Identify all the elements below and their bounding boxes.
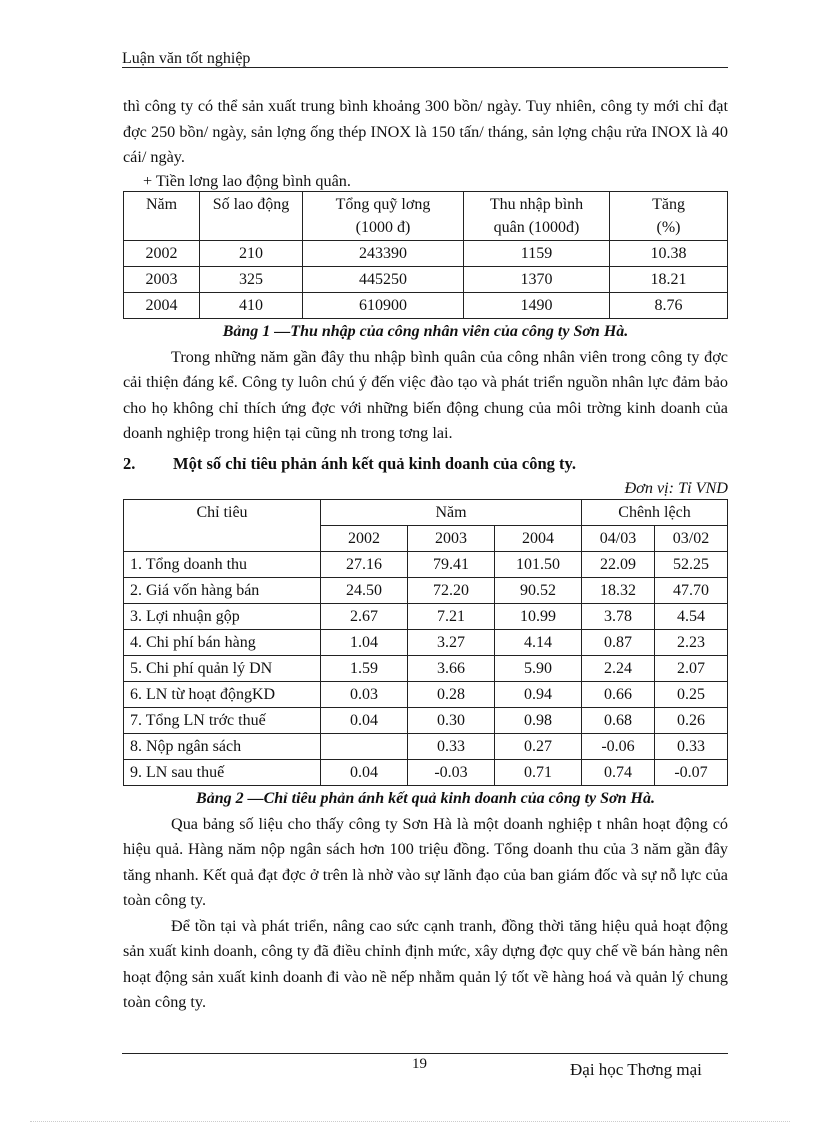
table-cell: 325 [200, 266, 303, 292]
header-cell: Chênh lệch [582, 499, 728, 525]
table-cell: 210 [200, 240, 303, 266]
page-number: 19 [412, 1056, 427, 1072]
table2-caption: Bảng 2 —Chỉ tiêu phản ánh kết quả kinh doanh của công ty Sơn Hà. [196, 789, 655, 807]
table-cell: -0.06 [582, 733, 655, 759]
table-cell: 410 [200, 292, 303, 318]
table-cell: 0.94 [495, 681, 582, 707]
footer-rule [122, 1053, 728, 1054]
table-cell: 4.14 [495, 629, 582, 655]
table-row [124, 681, 728, 707]
table-cell: 0.66 [582, 681, 655, 707]
table-cell: 1490 [464, 292, 610, 318]
table-cell: 2003 [124, 266, 200, 292]
table-cell: 4. Chi phí bán hàng [124, 629, 321, 655]
table-cell: 8.76 [610, 292, 728, 318]
header-cell: 2004 [495, 525, 582, 551]
page-content [123, 94, 728, 1016]
table-cell: 7.21 [408, 603, 495, 629]
income-table [123, 191, 728, 319]
table-cell: 243390 [303, 240, 464, 266]
table-row [124, 707, 728, 733]
table-cell: 22.09 [582, 551, 655, 577]
table-cell: 2. Giá vốn hàng bán [124, 577, 321, 603]
section-heading [123, 451, 728, 477]
table-cell: 1159 [464, 240, 610, 266]
table-cell: 47.70 [655, 577, 728, 603]
table-row [124, 629, 728, 655]
table-cell: 2.23 [655, 629, 728, 655]
table-cell: 79.41 [408, 551, 495, 577]
table-cell: 2002 [124, 240, 200, 266]
table-cell: 2.67 [321, 603, 408, 629]
table-row [124, 292, 728, 318]
table-cell: 0.27 [495, 733, 582, 759]
table-cell: 0.03 [321, 681, 408, 707]
table-row [124, 759, 728, 785]
table-cell: 1370 [464, 266, 610, 292]
table-cell: 2004 [124, 292, 200, 318]
table-cell: 3.78 [582, 603, 655, 629]
table-cell: -0.03 [408, 759, 495, 785]
paragraph-conclusion: Để tồn tại và phát triển, nâng cao sức cạnh tranh, đồng thời tăng hiệu quả hoạt động sản xuất kinh doanh, công ty đã điều chỉnh định mức, xây dựng đợc quy chế về bán hàng nên hoạt động sản xuất kinh doanh đi vào nề nếp nhằm quản lý tốt về hàng hoá và quản lý chung toàn công ty. [123, 916, 728, 1011]
table-cell: 3. Lợi nhuận gộp [124, 603, 321, 629]
subheading-wage: + Tiền lơng lao động bình quân. [143, 171, 351, 190]
table-cell: 6. LN từ hoạt độngKD [124, 681, 321, 707]
table-cell: 0.98 [495, 707, 582, 733]
table-row [124, 266, 728, 292]
header-rule [122, 67, 728, 68]
table-row [124, 603, 728, 629]
table-cell: 3.27 [408, 629, 495, 655]
table-cell: 0.28 [408, 681, 495, 707]
section-number: 2. [123, 453, 136, 473]
business-results-table [123, 499, 728, 786]
table-cell: 1.04 [321, 629, 408, 655]
section-title: Một số chỉ tiêu phản ánh kết quả kinh doanh của công ty. [173, 453, 576, 473]
table-cell: 18.32 [582, 577, 655, 603]
table-cell: 90.52 [495, 577, 582, 603]
table-cell: 0.87 [582, 629, 655, 655]
table-cell: 445250 [303, 266, 464, 292]
table-cell: 4.54 [655, 603, 728, 629]
table-cell: 1.59 [321, 655, 408, 681]
table-header-row [124, 191, 728, 240]
table-cell: 5. Chi phí quản lý DN [124, 655, 321, 681]
header-cell: 2002 [321, 525, 408, 551]
header-cell: 2003 [408, 525, 495, 551]
table-cell: -0.07 [655, 759, 728, 785]
header-cell: Năm [124, 191, 200, 240]
table-cell: 10.99 [495, 603, 582, 629]
page-edge-divider [30, 1121, 790, 1122]
table-cell: 27.16 [321, 551, 408, 577]
table-cell: 0.68 [582, 707, 655, 733]
table-cell: 0.33 [408, 733, 495, 759]
header-cell: Tăng (%) [610, 191, 728, 240]
table-cell: 0.71 [495, 759, 582, 785]
header-cell: Chỉ tiêu [124, 499, 321, 551]
table-cell: 0.04 [321, 759, 408, 785]
header-cell: Thu nhập bình quân (1000đ) [464, 191, 610, 240]
table-cell: 9. LN sau thuế [124, 759, 321, 785]
header-cell: Tổng quỹ lơng (1000 đ) [303, 191, 464, 240]
footer-text: Đại học Thơng mại [570, 1060, 702, 1079]
header-cell: Năm [321, 499, 582, 525]
paragraph-analysis: Qua bảng số liệu cho thấy công ty Sơn Hà là một doanh nghiệp t nhân hoạt động có hiệu quả. Hàng năm nộp ngân sách hơn 100 triệu đồng. Tổng doanh thu của 3 năm gần đây tăng nhanh. Kết quả đạt đợc ở trên là nhờ vào sự lãnh đạo của ban giám đốc và sự nỗ lực của toàn công ty. [123, 814, 728, 909]
header-cell: 04/03 [582, 525, 655, 551]
paragraph-income: Trong những năm gần đây thu nhập bình quân của công nhân viên trong công ty đợc cải thiện đáng kể. Công ty luôn chú ý đến việc đào tạo và phát triển nguồn nhân lực đảm bảo cho họ không chỉ thích ứng đợc với những biến động chung của môi trờng kinh doanh của doanh nghiệp trong hiện tại cũng nh trong tơng lai. [123, 347, 728, 442]
table-row [124, 240, 728, 266]
table-cell: 5.90 [495, 655, 582, 681]
table-row [124, 733, 728, 759]
table-cell: 0.25 [655, 681, 728, 707]
table-cell: 610900 [303, 292, 464, 318]
unit-label: Đơn vị: Tỉ VND [624, 478, 728, 497]
table-cell: 0.74 [582, 759, 655, 785]
table-cell: 52.25 [655, 551, 728, 577]
table-cell: 7. Tổng LN trớc thuế [124, 707, 321, 733]
table-cell: 8. Nộp ngân sách [124, 733, 321, 759]
table-cell: 0.30 [408, 707, 495, 733]
paragraph-intro: thì công ty có thể sản xuất trung bình khoảng 300 bồn/ ngày. Tuy nhiên, công ty mới chỉ đạt đợc 250 bồn/ ngày, sản lợng ống thép INOX là 150 tấn/ tháng, sản lợng chậu rửa INOX là 40 cái/ ngày. [123, 97, 728, 166]
running-header: Luận văn tốt nghiệp [122, 50, 251, 67]
table-row [124, 655, 728, 681]
table1-caption: Bảng 1 —Thu nhập của công nhân viên của công ty Sơn Hà. [222, 322, 629, 340]
table-cell: 2.24 [582, 655, 655, 681]
table-cell: 2.07 [655, 655, 728, 681]
table-cell: 72.20 [408, 577, 495, 603]
table-row [124, 551, 728, 577]
table-header-row [124, 499, 728, 525]
header-cell: Số lao động [200, 191, 303, 240]
header-cell: 03/02 [655, 525, 728, 551]
table-cell [321, 733, 408, 759]
table-cell: 0.04 [321, 707, 408, 733]
table-cell: 24.50 [321, 577, 408, 603]
table-cell: 1. Tổng doanh thu [124, 551, 321, 577]
table-cell: 3.66 [408, 655, 495, 681]
table-cell: 10.38 [610, 240, 728, 266]
table-row [124, 577, 728, 603]
table-cell: 101.50 [495, 551, 582, 577]
table-cell: 0.26 [655, 707, 728, 733]
table-cell: 18.21 [610, 266, 728, 292]
table-cell: 0.33 [655, 733, 728, 759]
